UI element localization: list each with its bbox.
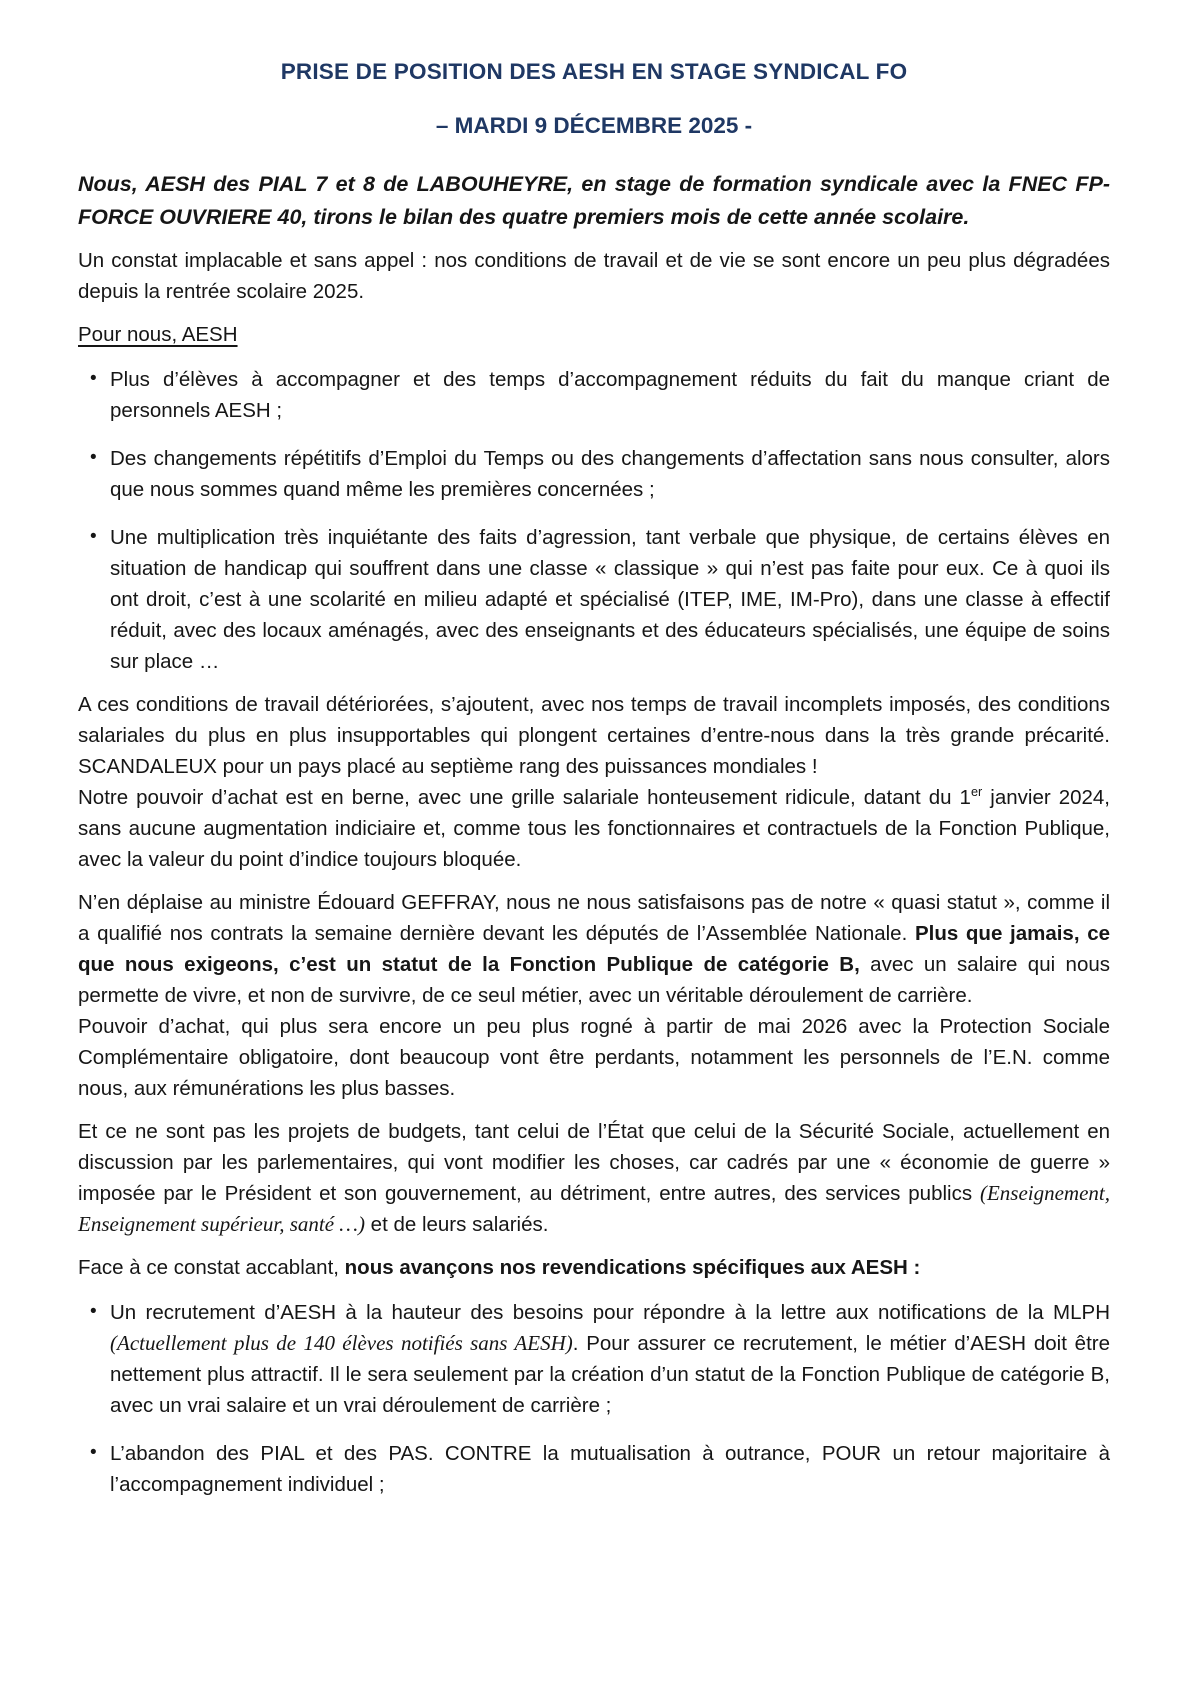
revendications-intro-paragraph — [78, 1252, 1110, 1283]
ordinal-superscript: er — [970, 784, 983, 800]
salaires-paragraph: A ces conditions de travail détériorées, s’ajoutent, avec nos temps de travail incomplets imposés, des conditions salariales du plus en plus insupportables qui plongent certaines d’entre-nous dans la très grande précarité. SCANDALEUX pour un pays placé au septième rang des puissances mondiales ! — [78, 693, 1110, 778]
paragraph-text: avec un salaire qui nous permette de vivre, et non de survivre, de ce seul métier, avec un véritable déroulement de carrière. — [78, 953, 1111, 1007]
services-publics-parenthetical: (Enseignement, Enseignement supérieur, santé …) — [78, 1181, 1110, 1236]
statut-demand-bold-text: Plus que jamais, ce que nous exigeons, c’est un statut de la Fonction Publique de catégorie B, — [78, 922, 1110, 976]
revendications-list — [78, 1297, 1110, 1500]
bullet-icon: • — [90, 368, 97, 389]
document-title: PRISE DE POSITION DES AESH EN STAGE SYNDICAL FO — [280, 59, 908, 84]
budgets-paragraph — [78, 1116, 1110, 1240]
paragraph-text: et de leurs salariés. — [364, 1213, 549, 1236]
list-item-text: Un recrutement d’AESH à la hauteur des besoins pour répondre à la lettre aux notifications de la MLPH — [110, 1301, 1110, 1324]
list-item-text: Une multiplication très inquiétante des faits d’agression, tant verbale que physique, de certains élèves en situation de handicap qui souffrent dans une classe « classique » qui n’est pas faite pour eux. Ce à quoi ils ont droit, c’est à une scolarité en milieu adapté et spécialisé (ITEP, IME, IM-Pro), dans une classe à effectif réduit, avec des locaux aménagés, avec des enseignants et des éducateurs spécialisés, une équipe de soins sur place … — [110, 526, 1110, 673]
pouvoir-achat-grille-paragraph — [78, 782, 1110, 875]
revendications-intro-bold-text: nous avançons nos revendications spécifiques aux AESH : — [344, 1256, 921, 1279]
bullet-icon: • — [90, 1301, 97, 1322]
constat-paragraph: Un constat implacable et sans appel : nos conditions de travail et de vie se sont encore un peu plus dégradées depuis la rentrée scolaire 2025. — [78, 249, 1110, 303]
paragraph-text: Et ce ne sont pas les projets de budgets, tant celui de l’État que celui de la Sécurité Sociale, actuellement en discussion par les parlementaires, qui vont modifier les choses, car cadrés par une « économie de guerre » imposée par le Président et son gouvernement, au détriment, entre autres, des services publics — [78, 1120, 1110, 1205]
bullet-icon: • — [90, 447, 97, 468]
paragraph-text: Face à ce constat accablant, — [78, 1256, 345, 1279]
paragraph-text: Notre pouvoir d’achat est en berne, avec une grille salariale honteusement ridicule, datant du 1 — [78, 786, 971, 809]
bullet-icon: • — [90, 1442, 97, 1463]
section-heading-pour-nous: Pour nous, AESH — [78, 323, 238, 346]
conditions-list — [78, 364, 1110, 677]
list-item — [78, 364, 1110, 426]
list-item-text: Des changements répétitifs d’Emploi du Temps ou des changements d’affectation sans nous consulter, alors que nous sommes quand même les premières concernées ; — [110, 447, 1110, 501]
paragraph-text: N’en déplaise au ministre Édouard GEFFRAY, nous ne nous satisfaisons pas de notre « quasi statut », comme il a qualifié nos contrats la semaine dernière devant les députés de l’Assemblée Nationale. — [78, 891, 1110, 945]
document-date-line: – MARDI 9 DÉCEMBRE 2025 - — [435, 113, 753, 138]
list-item-text: L’abandon des PIAL et des PAS. CONTRE la mutualisation à outrance, POUR un retour majoritaire à l’accompagnement individuel ; — [110, 1442, 1110, 1496]
list-item — [78, 443, 1110, 505]
list-item — [78, 1297, 1110, 1421]
bullet-icon: • — [90, 526, 97, 547]
mlph-parenthetical: (Actuellement plus de 140 élèves notifiés sans AESH) — [110, 1331, 573, 1355]
geffray-paragraph — [78, 887, 1110, 1011]
list-item-text: . Pour assurer ce recrutement, le métier d’AESH doit être nettement plus attractif. Il le sera seulement par la création d’un statut de la Fonction Publique de catégorie B, avec un vrai salaire et un vrai déroulement de carrière ; — [110, 1332, 1110, 1417]
list-item-text: Plus d’élèves à accompagner et des temps d’accompagnement réduits du fait du manque criant de personnels AESH ; — [110, 368, 1110, 422]
list-item — [78, 1438, 1110, 1500]
list-item — [78, 522, 1110, 677]
paragraph-text: janvier 2024, sans aucune augmentation indiciaire et, comme tous les fonctionnaires et contractuels de la Fonction Publique, avec la valeur du point d’indice toujours bloquée. — [78, 786, 1110, 871]
intro-paragraph: Nous, AESH des PIAL 7 et 8 de LABOUHEYRE, en stage de formation syndicale avec la FNEC FP-FORCE OUVRIERE 40, tirons le bilan des quatre premiers mois de cette année scolaire. — [78, 172, 1110, 229]
protection-sociale-paragraph: Pouvoir d’achat, qui plus sera encore un peu plus rogné à partir de mai 2026 avec la Protection Sociale Complémentaire obligatoire, dont beaucoup vont être perdants, notamment les personnels de l’E.N. comme nous, aux rémunérations les plus basses. — [78, 1015, 1110, 1100]
